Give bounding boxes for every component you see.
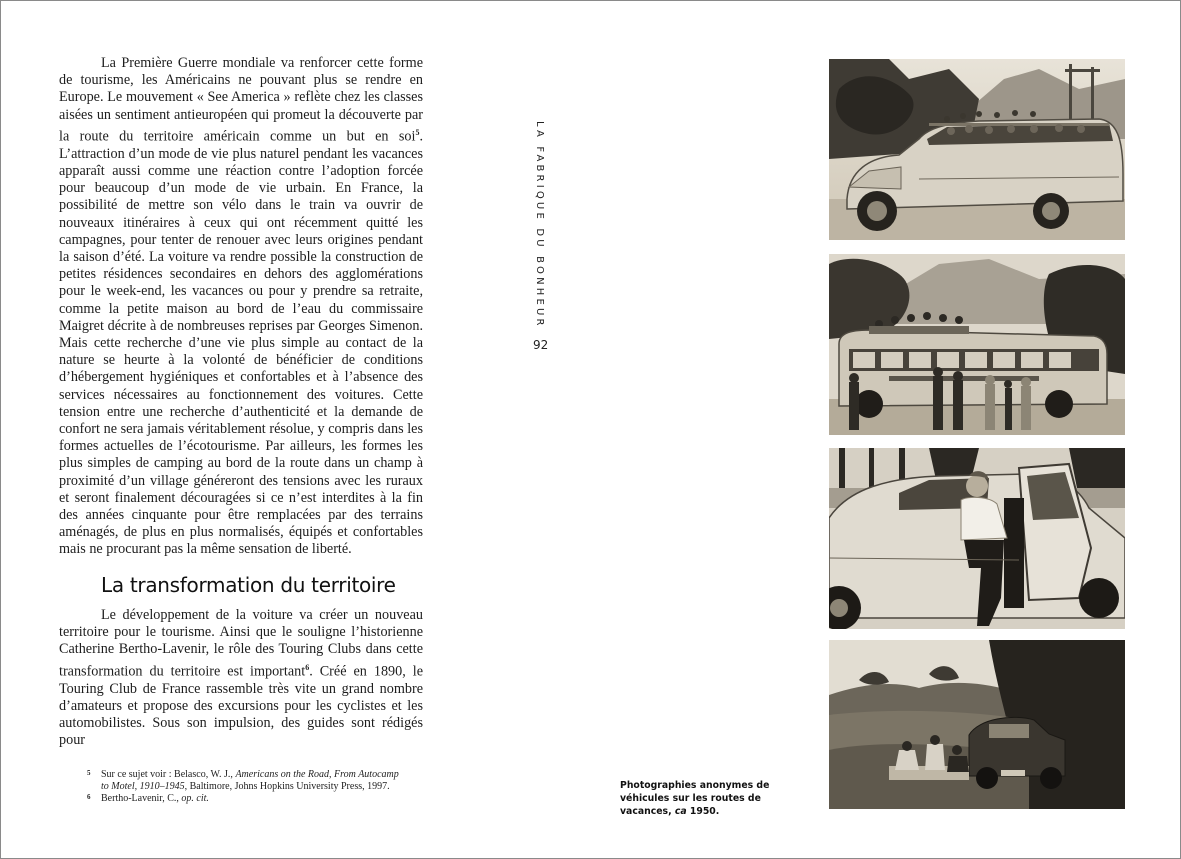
footnotes — [87, 769, 401, 805]
picnic-beside-car-photo — [829, 640, 1125, 809]
touring-car-with-passengers-photo — [829, 59, 1125, 240]
footnote-ref-5: 5 — [415, 127, 420, 137]
section-title: La transformation du territoire — [101, 573, 396, 597]
footnote-ref-6: 6 — [305, 662, 310, 672]
body-paragraph-1: La Première Guerre mondiale va renforcer cette forme de tourisme, les Américains ne pouvant plus se rendre en Europe. Le mouvement « See America » reflète chez les classes aisées un sentiment antieuropéen qui promeut la découverte par la route du territoire américain comme un but en soi$^5$. L’attraction d’un mode de vie plus naturel pendant les vacances apparaît aussi comme une réaction contre l’adoption forcée pour beaucoup d’un mode de vie urbain. En France, la possibilité de mettre son vélo dans le train va ouvrir de nouveaux itinéraires à ceux qui ont récemment quitté les campagnes, pour tenter de renouer avec leurs origines pendant la saison d’été. La voiture va rendre possible la construction de petites résidences secondaires en dehors des agglomérations pour le week-end, les vacances ou pour y prendre sa retraite, comme la petite maison au bord de l’eau du commissaire Maigret décrite à de nombreuses reprises par Georges Simenon. Mais cette recherche d’une vie plus simple au contact de la nature se heurte à la volonté de bénéficier de conditions d’hébergement hygiéniques et confortables et à l’absence des services nécessaires au fonctionnement des voitures. Cette tension entre une recherche d’authenticité et la demande de confort ne sera jamais véritablement résolue, y compris dans les formes actuelles de l’écotourisme. Par ailleurs, les formes les plus simples de camping au bord de la route dans un champ à proximité d’un village généreront des tensions avec les ruraux et seront finalement découragées si ce n’est interdites à la fin des années cinquante pour être remplacées par des terrains aménagés, de plus en plus normalisés, équipés et confortables mais ne procurant pas la même sensation de liberté. — [59, 55, 423, 558]
tour-bus-group-photo — [829, 254, 1125, 435]
footnote-5: 5 Sur ce sujet voir : Belasco, W. J., Americans on the Road, From Autocamp to Motel, 1910–1945, Baltimore, Johns Hopkins University Press, 1997. — [87, 769, 399, 792]
body-paragraph-2: Le développement de la voiture va créer un nouveau territoire pour le tourisme. Ainsi que le souligne l’historienne Catherine Bertho-Lavenir, le rôle des Touring Clubs dans cette transformation du territoire est important$^6$. Créé en 1890, le Touring Club de France rassemble très vite un grand nombre d’amateurs et propose des excursions pour les cyclistes et les automobilistes. Sous son impulsion, des guides sont rédigés pour — [59, 607, 423, 749]
page-number: 92 — [533, 338, 549, 352]
woman-in-car-door-photo — [829, 448, 1125, 629]
running-head: LA FABRIQUE DU BONHEUR — [534, 121, 545, 329]
footnote-6: 6 Bertho-Lavenir, C., op. cit. — [87, 793, 209, 804]
photo-caption: Photographies anonymes de véhicules sur les routes de vacances, ca 1950. — [620, 780, 770, 817]
